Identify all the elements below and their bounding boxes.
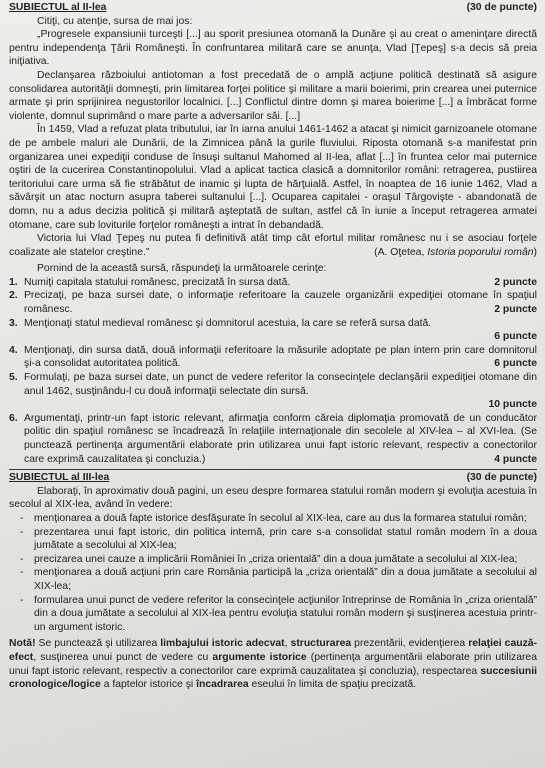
question-number: 4. xyxy=(9,344,18,356)
question-item xyxy=(9,371,537,412)
note-text: Se punctează şi utilizarea xyxy=(35,638,161,650)
bullet-dash: - xyxy=(20,526,24,538)
bullet-dash: - xyxy=(20,594,24,606)
question-points: 2 puncte xyxy=(494,276,537,288)
note-emphasis: încadrarea xyxy=(196,679,249,691)
question-body xyxy=(24,412,537,466)
question-item xyxy=(9,344,537,371)
question-points: 6 puncte xyxy=(494,358,537,370)
subject-2 xyxy=(9,1,537,466)
subject-3 xyxy=(9,469,537,692)
note-emphasis: succesiunii cronologice/logice xyxy=(9,665,537,691)
question-points: 2 puncte xyxy=(494,304,537,316)
note-text: , susţinerea unui punct de vedere cu xyxy=(33,651,213,663)
question-number: 1. xyxy=(9,276,18,288)
bullet-dash: - xyxy=(20,567,24,579)
requirement-text: prezentarea unui fapt istoric, din politica internă, prin care s-a consolidat statul român modern în a doua jumătate a secolului al XIX-lea; xyxy=(34,526,537,552)
question-body xyxy=(24,344,537,371)
source-citation xyxy=(346,246,537,260)
citation-close: ) xyxy=(533,246,537,258)
questions-list xyxy=(9,276,537,466)
requirement-text: menţionarea a două acţiuni prin care România participă la „criza orientală” din a doua jumătate a secolului al XIX-lea; xyxy=(34,567,537,592)
note-emphasis: limbajului istoric adecvat xyxy=(160,638,285,650)
question-points: 6 puncte xyxy=(494,331,537,343)
source-paragraph-text: Victoria lui Vlad Ţepeş nu putea fi definitivă atât timp cât efortul militar românesc nu i se asociau forţele coalizate ale statelor creştine.” xyxy=(9,233,537,258)
question-number: 2. xyxy=(9,290,18,302)
note-text: , xyxy=(284,638,291,650)
subject-2-header xyxy=(9,1,537,15)
question-text: Precizaţi, pe baza sursei date, o informaţie referitoare la cauzele organizării expediţiei otomane în spaţiul românesc. xyxy=(24,290,537,316)
question-body xyxy=(24,371,537,412)
note-emphasis: relaţiei cauză-efect xyxy=(9,638,538,663)
question-text: Argumentaţi, printr-un fapt istoric relevant, afirmaţia conform căreia diplomaţia promovată de un conducător politic din spaţiul românesc se încadrează în relaţiile internaţionale din secolele al XIV-lea – al XVI-lea. (Se punctează pertinenţa argumentării elaborate prin utilizarea unui fapt istoric relevant, respectiv a conectorilor care exprimă cauzalitatea şi concluzia.) xyxy=(24,412,537,465)
subject-2-points: (30 de puncte) xyxy=(466,2,537,13)
source-quote xyxy=(9,28,537,259)
question-text: Formulaţi, pe baza sursei date, un punct de vedere referitor la consecinţele declanşării expediţiei otomane din anul 1462, susţinându-l cu două informaţii selectate din sursă. xyxy=(24,372,537,397)
citation-author: (A. Oţetea, xyxy=(374,246,428,258)
question-body xyxy=(24,317,537,344)
question-points: 10 puncte xyxy=(488,399,537,411)
note-emphasis: structurarea xyxy=(290,638,352,650)
question-text: Menţionaţi, din sursa dată, două informaţii referitoare la măsurile adoptate pe plan intern prin care domnitorul şi-a consolidat autoritatea politică. xyxy=(24,344,537,370)
note-text: eseului în limita de spaţiu precizată. xyxy=(248,679,417,691)
source-paragraph: „Progresele expansiunii turceşti [...] au sporit presiunea otomană la Dunăre şi au creat o ameninţare directă pentru independenţa Ţării Româneşti. În confruntarea militară care se anunţa, Vlad [Ţepeş] s-a decis să preia iniţiativa. xyxy=(9,29,537,68)
question-body xyxy=(24,289,537,316)
question-text: Numiţi capitala statului românesc, precizată în sursa dată. xyxy=(24,276,291,288)
requirement-text: precizarea unei cauze a implicării României în „criza orientală” din a doua jumătate a secolului al XIX-lea; xyxy=(34,553,518,565)
requirement-item xyxy=(9,594,537,635)
source-paragraph: În 1459, Vlad a refuzat plata tributului, iar în iarna anului 1461-1462 a atacat şi nimicit garnizoanele otomane de pe ambele maluri ale Dunării, de la Zimnicea până la gurile fluviului. Riposta otomană s-a manifestat prin organizarea unei expediţii conduse de însuşi sultanul Mahomed al II-lea, aflat [...] în fruntea celor mai puternice oştiri de la cucerirea Constantinopolului. Vlad a aplicat tactica clasică a domnitorilor români: retragerea, pustiirea teritoriului care urma să fie străbătut de inamic şi lupta de hărţuială. Astfel, în noaptea de 16 iunie 1462, Vlad a săvârşit un atac nocturn asupra taberei sultanului [...]. Ocuparea capitalei - oraşul Târgovişte - abandonată de domn, nu a adus decizia politică şi militară aşteptată de sultan, astfel că în iunie a început retragerea armatei otomane, care sub loviturile forţelor româneşti a intrat în debandadă. xyxy=(9,124,537,231)
question-item xyxy=(9,412,537,466)
requirement-text: formularea unui punct de vedere referitor la consecinţele acţiunilor întreprinse de România în „criza orientală” din a doua jumătate a secolului al XIX-lea pentru evoluţia statului român modern şi susţinerea acestuia printr-un argument istoric. xyxy=(34,594,537,633)
citation-book-title: Istoria poporului român xyxy=(427,246,534,258)
question-number: 6. xyxy=(9,412,18,424)
source-paragraph-last xyxy=(9,232,537,259)
requirement-item xyxy=(9,512,537,526)
note-label: Notă! xyxy=(9,638,36,650)
source-paragraph: Declanşarea războiului antiotoman a fost precedată de o amplă acţiune politică destinată să asigure consolidarea autorităţii domneşti, prin limitarea forţei politice şi militare a marii boierimi, prin crearea unei puternice armate şi prin sprijinirea negustorilor localnici. [...] Conflictul dintre domn şi marea boierime [...] a îmbrăcat forme violente, domnul suprimând o mare parte a adversarilor săi. [...] xyxy=(9,69,537,122)
questions-lead: Pornind de la această sursă, răspundeţi la următoarele cerinţe: xyxy=(37,263,327,275)
subject-3-header xyxy=(9,471,537,485)
question-body xyxy=(24,276,537,290)
question-item xyxy=(9,317,537,344)
reading-instruction: Citiţi, cu atenţie, sursa de mai jos: xyxy=(37,15,193,27)
requirement-item xyxy=(9,553,537,567)
subject-3-points: (30 de puncte) xyxy=(466,472,537,484)
note-text: a faptelor istorice şi xyxy=(100,679,197,691)
essay-task: Elaboraţi, în aproximativ două pagini, un eseu despre formarea statului român modern şi evoluţia acestuia în secolul al XIX-lea, având în vedere: xyxy=(9,485,537,511)
question-item xyxy=(9,289,537,316)
requirement-item xyxy=(9,526,537,553)
note-emphasis: argumente istorice xyxy=(212,651,307,663)
grading-note xyxy=(9,637,537,691)
requirement-item xyxy=(9,566,537,593)
question-number: 5. xyxy=(9,372,18,384)
bullet-dash: - xyxy=(20,553,24,565)
essay-requirements-list xyxy=(9,512,537,634)
bullet-dash: - xyxy=(20,512,24,524)
subject-2-title: SUBIECTUL al II-lea xyxy=(9,2,107,13)
question-number: 3. xyxy=(9,317,18,329)
requirement-text: menţionarea a două fapte istorice desfăşurate în secolul al XIX-lea, care au dus la formarea statului român; xyxy=(34,512,527,524)
question-points: 4 puncte xyxy=(494,453,537,465)
note-text: (pertinenţa argumentării elaborate prin utilizarea unui fapt istoric relevant, respectiv a conectorilor care exprimă cauzalitatea şi concluzia), respectarea xyxy=(9,651,537,677)
question-item xyxy=(9,276,537,290)
subject-3-title: SUBIECTUL al III-lea xyxy=(9,472,110,484)
note-text: prezentării, evidenţierea xyxy=(351,638,469,650)
question-text: Menţionaţi statul medieval românesc şi domnitorul acestuia, la care se referă sursa dată. xyxy=(24,317,432,329)
